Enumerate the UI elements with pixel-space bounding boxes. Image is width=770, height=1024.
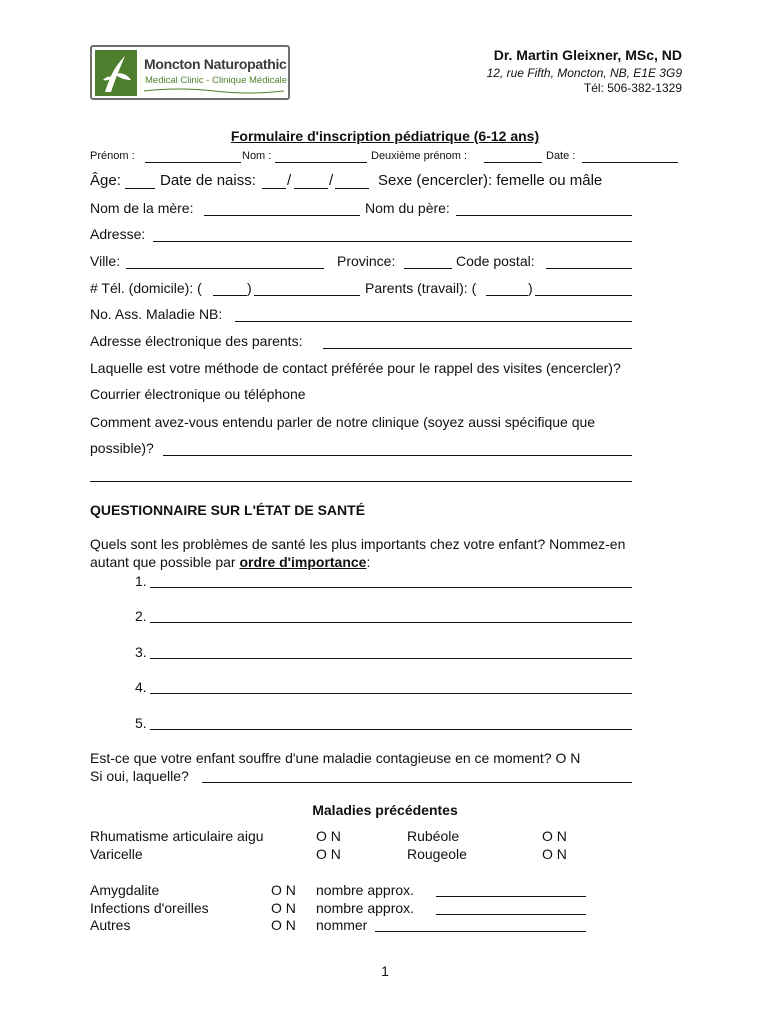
naiss-day-field[interactable] (262, 188, 286, 189)
clinic-logo (90, 45, 290, 100)
rougeole-label: Rougeole (407, 846, 467, 862)
code-postal-field[interactable] (546, 268, 632, 269)
slash-1: / (287, 172, 292, 189)
nom-field[interactable] (275, 162, 367, 163)
probleme-2-field[interactable] (150, 622, 632, 623)
autres-on[interactable]: O N (271, 917, 296, 933)
province-field[interactable] (404, 268, 452, 269)
adresse-label: Adresse: (90, 226, 146, 242)
prenom-label: Prénom : (90, 150, 135, 162)
pere-field[interactable] (456, 215, 632, 216)
rhumatisme-on[interactable]: O N (316, 828, 341, 844)
parents-travail-label: Parents (travail): ( (365, 280, 477, 296)
naiss-month-field[interactable] (294, 188, 328, 189)
maladies-heading: Maladies précédentes (312, 802, 458, 818)
courriel-parents-label: Adresse électronique des parents: (90, 333, 303, 349)
rubeole-label: Rubéole (407, 828, 460, 844)
probleme-5-field[interactable] (150, 729, 632, 730)
sexe-label[interactable]: Sexe (encercler): femelle ou mâle (378, 172, 603, 189)
contagieuse-question[interactable]: Est-ce que votre enfant souffre d'une maladie contagieuse en ce moment? O N (90, 750, 581, 766)
entendu-field[interactable] (163, 455, 632, 456)
question-problemes-line1: Quels sont les problèmes de santé les plus importants chez votre enfant? Nommez-en (90, 536, 626, 552)
tel-travail-area-field[interactable] (486, 295, 528, 296)
tel-domicile-label: # Tél. (domicile): ( (90, 280, 202, 296)
probleme-4-field[interactable] (150, 693, 632, 694)
age-label: Âge: (90, 172, 121, 189)
ville-field[interactable] (126, 268, 324, 269)
date-label: Date : (546, 150, 576, 162)
varicelle-on[interactable]: O N (316, 846, 341, 862)
tel-domicile-field[interactable] (254, 295, 360, 296)
slash-2: / (329, 172, 334, 189)
naiss-year-field[interactable] (335, 188, 369, 189)
autres-label: Autres (90, 917, 131, 933)
assurance-label: No. Ass. Maladie NB: (90, 306, 223, 322)
date-naiss-label: Date de naiss: (160, 172, 256, 189)
amygdalite-nombre-field[interactable] (436, 896, 586, 897)
methode-question: Laquelle est votre méthode de contact préférée pour le rappel des visites (encercler)? (90, 360, 621, 376)
assurance-field[interactable] (235, 321, 632, 322)
clinic-address: 12, rue Fifth, Moncton, NB, E1E 3G9 (486, 66, 682, 80)
courriel-parents-field[interactable] (323, 348, 632, 349)
questionnaire-heading: QUESTIONNAIRE SUR L'ÉTAT DE SANTÉ (90, 502, 366, 518)
laquelle-field[interactable] (202, 782, 632, 783)
adresse-field[interactable] (153, 241, 632, 242)
date-field[interactable] (582, 162, 678, 163)
deuxieme-prenom-field[interactable] (484, 162, 542, 163)
laquelle-label: Si oui, laquelle? (90, 768, 189, 784)
tel-domicile-area-field[interactable] (213, 295, 247, 296)
item-number-5: 5. (135, 715, 147, 731)
logo-name: Moncton Naturopathic (144, 56, 287, 72)
probleme-1-field[interactable] (150, 587, 632, 588)
tel-travail-field[interactable] (535, 295, 632, 296)
paren-close-2: ) (528, 280, 533, 296)
amygdalite-label: Amygdalite (90, 882, 160, 898)
varicelle-label: Varicelle (90, 846, 143, 862)
autres-nommer-field[interactable] (375, 931, 586, 932)
page-number: 1 (381, 963, 389, 979)
rubeole-on[interactable]: O N (542, 828, 567, 844)
item-number-3: 3. (135, 644, 147, 660)
infections-label: Infections d'oreilles (90, 900, 209, 916)
question-line2-pre: autant que possible par (90, 554, 240, 570)
item-number-1: 1. (135, 573, 147, 589)
logo-subtitle: Medical Clinic - Clinique Médicale (145, 75, 288, 86)
swirl-icon (144, 87, 284, 95)
item-number-2: 2. (135, 608, 147, 624)
rhumatisme-label: Rhumatisme articulaire aigu (90, 828, 264, 844)
mere-label: Nom de la mère: (90, 200, 194, 216)
leaf-icon (95, 50, 137, 96)
entendu-question: Comment avez-vous entendu parler de notre clinique (soyez aussi spécifique que (90, 414, 596, 430)
question-problemes-line2 (90, 554, 370, 570)
infections-nombre-field[interactable] (436, 914, 586, 915)
nom-label: Nom : (242, 150, 272, 162)
mere-field[interactable] (204, 215, 360, 216)
ville-label: Ville: (90, 253, 121, 269)
deuxieme-prenom-label: Deuxième prénom : (371, 150, 467, 162)
form-title: Formulaire d'inscription pédiatrique (6-12 ans) (230, 128, 540, 144)
province-label: Province: (337, 253, 396, 269)
methode-options[interactable]: Courrier électronique ou téléphone (90, 386, 306, 402)
paren-close-1: ) (247, 280, 252, 296)
amygdalite-on[interactable]: O N (271, 882, 296, 898)
age-field[interactable] (125, 188, 155, 189)
code-postal-label: Code postal: (456, 253, 535, 269)
prenom-field[interactable] (145, 162, 241, 163)
infections-on[interactable]: O N (271, 900, 296, 916)
rougeole-on[interactable]: O N (542, 846, 567, 862)
amygdalite-nombre-label: nombre approx. (316, 882, 415, 898)
pere-label: Nom du père: (365, 200, 450, 216)
clinic-tel: Tél: 506-382-1329 (583, 81, 682, 95)
question-line2-post: : (366, 554, 371, 570)
possible-label: possible)? (90, 440, 154, 456)
infections-nombre-label: nombre approx. (316, 900, 415, 916)
ordre-importance-emphasis: ordre d'importance (239, 554, 367, 570)
item-number-4: 4. (135, 679, 147, 695)
doctor-name: Dr. Martin Gleixner, MSc, ND (493, 47, 682, 63)
entendu-field-2[interactable] (90, 481, 632, 482)
autres-nommer-label: nommer (316, 917, 368, 933)
probleme-3-field[interactable] (150, 658, 632, 659)
